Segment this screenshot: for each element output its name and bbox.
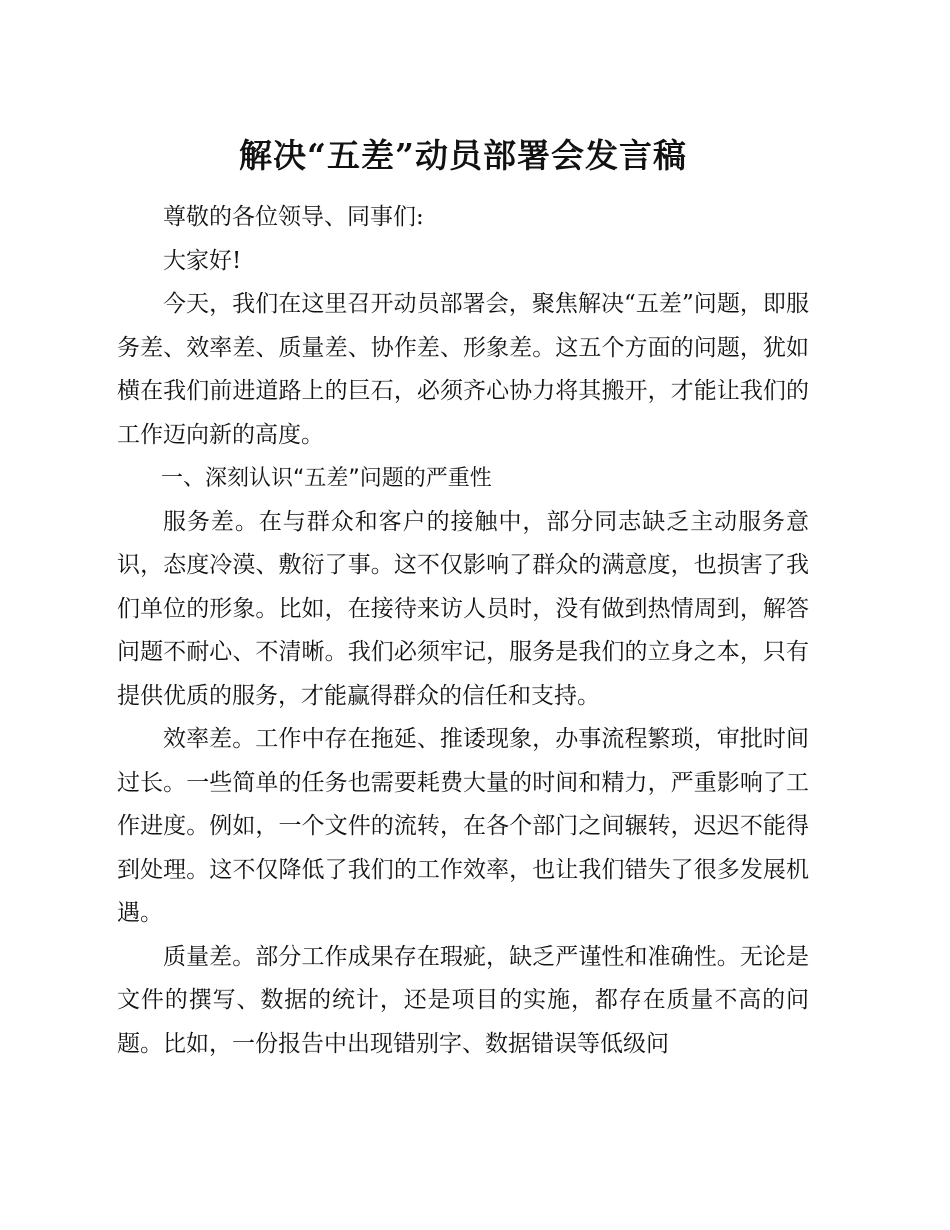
paragraph-efficiency: 效率差。工作中存在拖延、推诿现象，办事流程繁琐，审批时间过长。一些简单的任务也需要耗费大量的时间和精力，严重影响了工作进度。例如，一个文件的流转，在各个部门之间辗转，迟迟不能得到处理。这不仅降低了我们的工作效率，也让我们错失了很多发展机遇。 [117, 726, 809, 926]
intro-paragraph: 今天，我们在这里召开动员部署会，聚焦解决“五差”问题，即服务差、效率差、质量差、协作差、形象差。这五个方面的问题，犹如横在我们前进道路上的巨石，必须齐心协力将其搬开，才能让我们的工作迈向新的高度。 [117, 291, 809, 448]
document-title: 解决“五差”动员部署会发言稿 [239, 136, 687, 175]
paragraph-service: 服务差。在与群众和客户的接触中，部分同志缺乏主动服务意识，态度冷漠、敷衍了事。这不仅影响了群众的满意度，也损害了我们单位的形象。比如，在接待来访人员时，没有做到热情周到，解答问题不耐心、不清晰。我们必须牢记，服务是我们的立身之本，只有提供优质的服务，才能赢得群众的信任和支持。 [117, 508, 809, 709]
document-page [117, 0, 809, 1230]
greeting: 大家好! [163, 247, 242, 274]
document-body [117, 196, 809, 1066]
salutation: 尊敬的各位领导、同事们: [163, 204, 424, 230]
section-heading-1: 一、深刻认识“五差”问题的严重性 [161, 466, 492, 491]
paragraph-quality: 质量差。部分工作成果存在瑕疵，缺乏严谨性和准确性。无论是文件的撰写、数据的统计，还是项目的实施，都存在质量不高的问题。比如，一份报告中出现错别字、数据错误等低级问 [117, 943, 809, 1057]
